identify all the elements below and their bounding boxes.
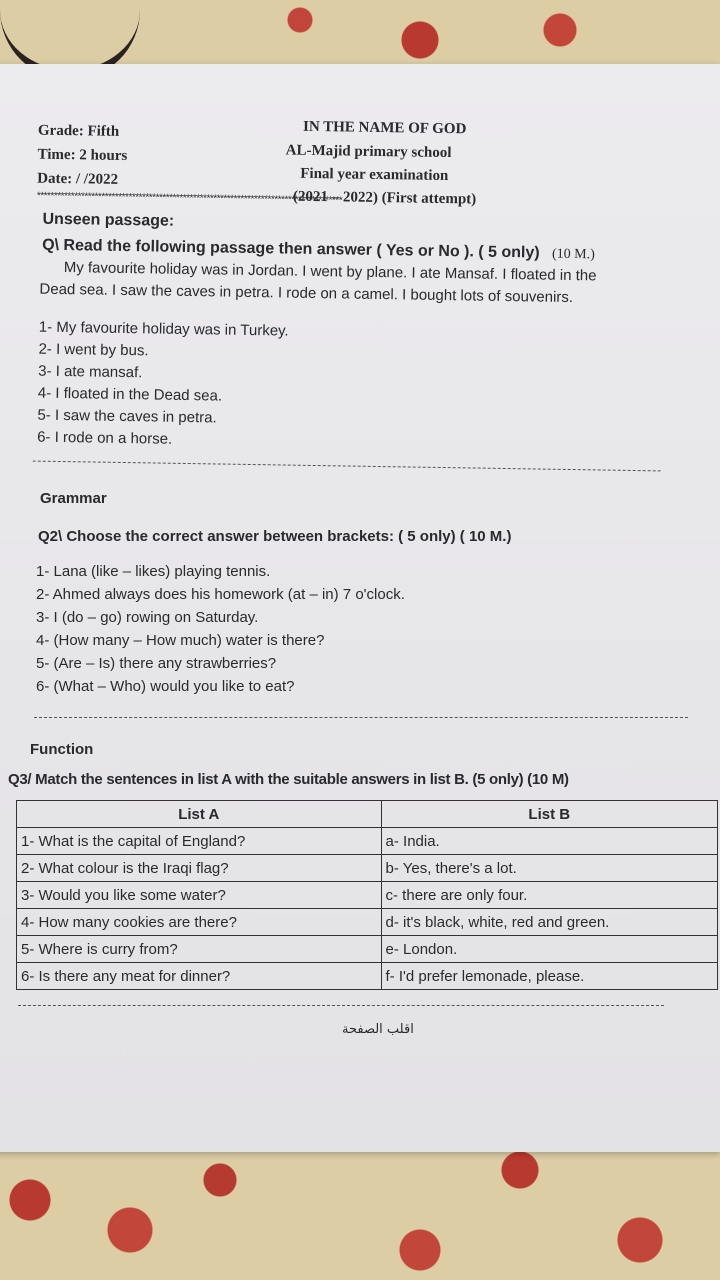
divider [34,717,688,718]
q1-item: 6- I rode on a horse. [37,428,173,448]
q1-item: 5- I saw the caves in petra. [37,406,217,427]
date-label: Date: / /2022 [37,170,119,188]
q2-item: 2- Ahmed always does his homework (at – in) 7 o'clock. [36,586,405,603]
separator-stars: ****************************************************************************************** [36,190,343,207]
exam-year: (2021 – 2022) (First attempt) [292,188,477,208]
list-a-item: 2- What colour is the Iraqi flag? [17,855,382,882]
q2-item: 6- (What – Who) would you like to eat? [36,678,295,695]
q1-item: 2- I went by bus. [38,340,149,360]
table-row [17,963,718,990]
passage-line-2: Dead sea. I saw the caves in petra. I rode on a camel. I bought lots of souvenirs. [39,280,574,307]
time-label: Time: 2 hours [37,146,128,165]
q2-item: 3- I (do – go) rowing on Saturday. [36,609,259,626]
q2-item: 4- (How many – How much) water is there? [36,632,325,649]
list-a-item: 5- Where is curry from? [17,936,382,963]
list-a-item: 1- What is the capital of England? [17,828,382,855]
unseen-passage-heading: Unseen passage: [42,210,175,230]
list-b-header: List B [381,801,717,828]
grade-label: Grade: Fifth [37,122,120,140]
list-b-item: c- there are only four. [381,882,717,909]
function-heading: Function [30,741,94,758]
exam-header-section [0,0,720,481]
table-row [17,828,718,855]
q1-question: Q\ Read the following passage then answer ( Yes or No ). ( 5 only) [42,236,540,262]
divider [18,1005,664,1006]
list-b-item: b- Yes, there's a lot. [381,855,717,882]
q1-item: 1- My favourite holiday was in Turkey. [38,318,289,340]
grammar-heading: Grammar [40,490,107,507]
turn-page-note: اقلب الصفحة [342,1022,414,1037]
list-b-item: e- London. [381,936,717,963]
exam-title: IN THE NAME OF GOD [302,118,467,138]
table-row [17,909,718,936]
q1-marks: (10 M.) [551,246,595,263]
divider [33,461,661,472]
table-row [17,855,718,882]
table-header-row [17,801,718,828]
list-a-item: 4- How many cookies are there? [17,909,382,936]
matching-table [16,800,718,990]
table-row [17,936,718,963]
list-a-item: 6- Is there any meat for dinner? [17,963,382,990]
list-b-item: d- it's black, white, red and green. [381,909,717,936]
list-a-item: 3- Would you like some water? [17,882,382,909]
passage-line-1: My favourite holiday was in Jordan. I went by plane. I ate Mansaf. I floated in the [63,259,597,285]
school-name: AL-Majid primary school [285,142,452,162]
q2-item: 1- Lana (like – likes) playing tennis. [36,563,271,580]
list-b-item: a- India. [381,828,717,855]
exam-name: Final year examination [300,165,449,185]
list-b-item: f- I'd prefer lemonade, please. [381,963,717,990]
q2-question: Q2\ Choose the correct answer between brackets: ( 5 only) ( 10 M.) [38,528,512,545]
q1-item: 3- I ate mansaf. [38,362,143,382]
table-row [17,882,718,909]
list-a-header: List A [17,801,382,828]
q1-item: 4- I floated in the Dead sea. [37,384,223,405]
q3-question: Q3/ Match the sentences in list A with the suitable answers in list B. (5 only) (10 M) [8,771,569,788]
q2-item: 5- (Are – Is) there any strawberries? [36,655,277,672]
